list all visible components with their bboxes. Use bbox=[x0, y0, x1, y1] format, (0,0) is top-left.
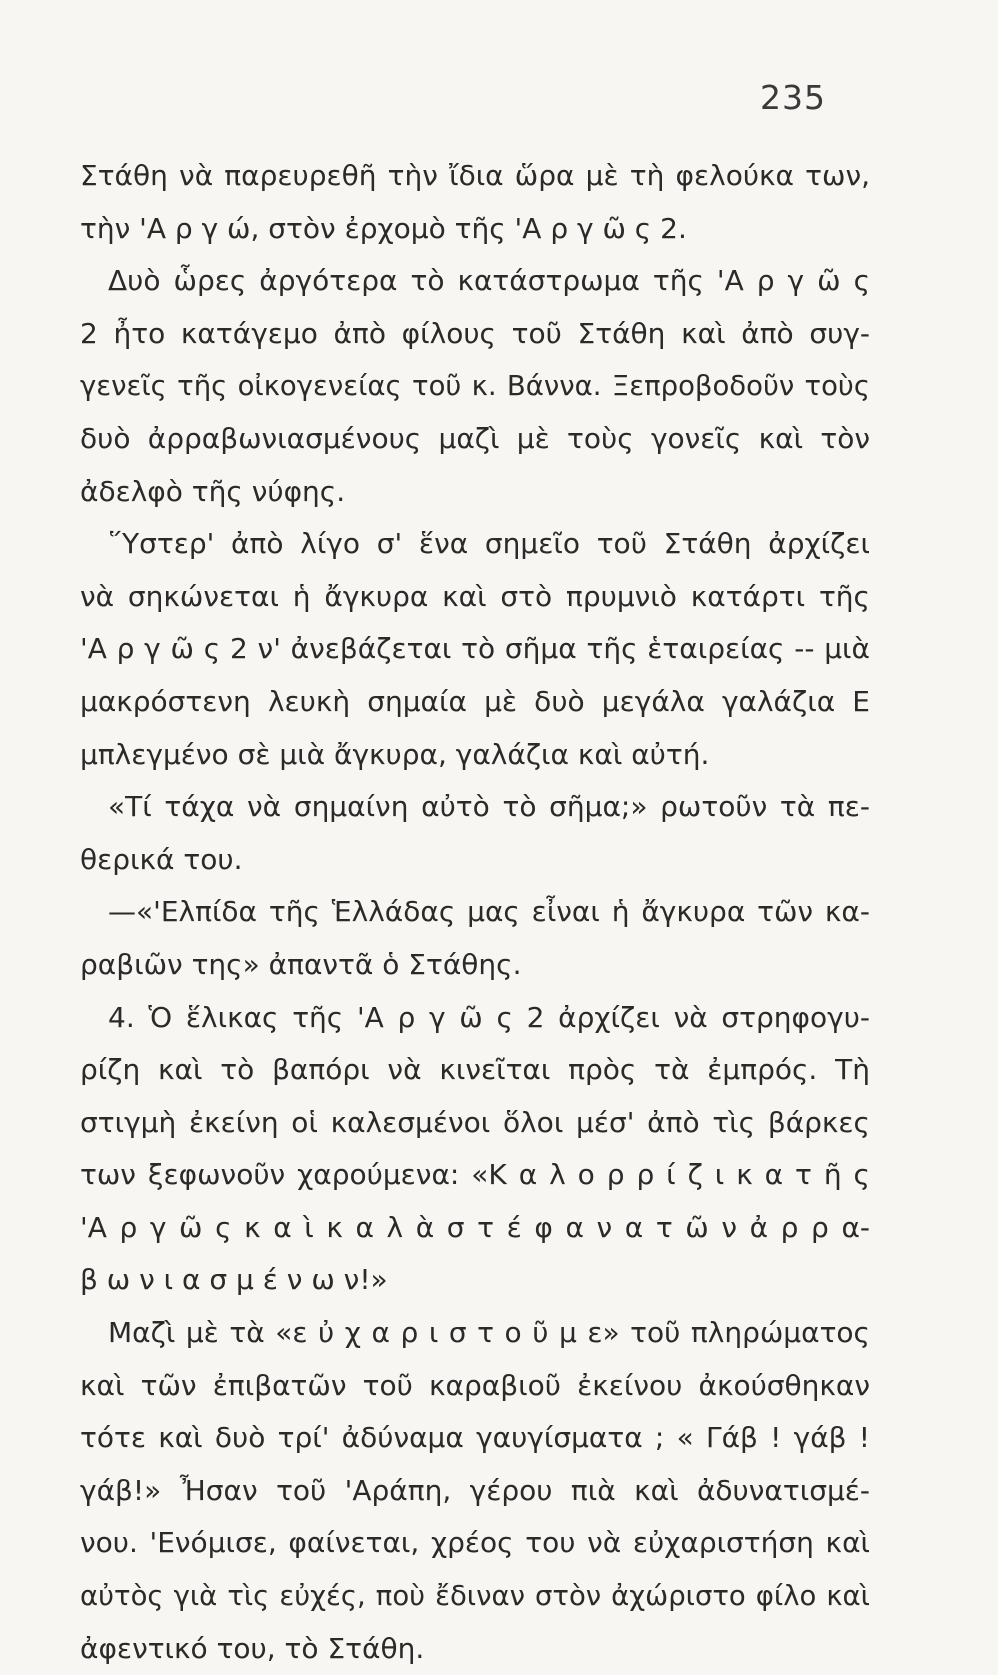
text-line: θερικά του. bbox=[80, 842, 243, 876]
text-line: γάβ!» Ἦσαν τοῦ 'Αράπη, γέρου πιὰ καὶ ἀδυνατισμέ- bbox=[80, 1473, 870, 1507]
text-line: δυὸ ἀρραβωνιασμένους μαζὶ μὲ τοὺς γονεῖς καὶ τὸν bbox=[80, 421, 870, 455]
text-line: Δυὸ ὧρες ἀργότερα τὸ κατάστρωμα τῆς 'Α ρ γ ῶ ς bbox=[108, 264, 870, 298]
text-line: αὐτὸς γιὰ τὶς εὐχές, ποὺ ἔδιναν στὸν ἀχώριστο φίλο καὶ bbox=[80, 1580, 870, 1613]
text-line: των ξεφωνοῦν χαρούμενα: «Κ α λ ο ρ ρ ί ζ ι κ α τ ῆ ς bbox=[80, 1158, 870, 1192]
text-line: νὰ σηκώνεται ἡ ἄγκυρα καὶ στὸ πρυμνιὸ κατάρτι τῆς bbox=[80, 579, 870, 613]
text-line: μπλεγμένο σὲ μιὰ ἄγκυρα, γαλάζια καὶ αὐτή. bbox=[80, 737, 710, 771]
text-line: ἀδελφὸ τῆς νύφης. bbox=[80, 474, 346, 508]
text-line: Στάθη νὰ παρευρεθῆ τὴν ἴδια ὥρα μὲ τὴ φελούκα των, bbox=[80, 159, 870, 192]
text-line: 4. Ὁ ἕλικας τῆς 'Α ρ γ ῶ ς 2 ἀρχίζει νὰ στρηφογυ- bbox=[108, 1000, 870, 1034]
text-line: ἀφεντικό του, τὸ Στάθη. bbox=[80, 1631, 425, 1665]
text-line: «Τί τάχα νὰ σημαίνη αὐτὸ τὸ σῆμα;» ρωτοῦν τὰ πε- bbox=[108, 790, 870, 824]
body-text bbox=[80, 150, 870, 1675]
text-line: καὶ τῶν ἐπιβατῶν τοῦ καραβιοῦ ἐκείνου ἀκούσθηκαν bbox=[80, 1368, 870, 1402]
text-line: 'Α ρ γ ῶ ς 2 ν' ἀνεβάζεται τὸ σῆμα τῆς ἑταιρείας -- μιὰ bbox=[80, 632, 870, 666]
text-line: γενεῖς τῆς οἰκογενείας τοῦ κ. Βάννα. Ξεπροβοδοῦν τοὺς bbox=[80, 370, 870, 403]
text-line: ῞Υστερ' ἀπὸ λίγο σ' ἕνα σημεῖο τοῦ Στάθη ἀρχίζει bbox=[108, 527, 870, 561]
text-line: τότε καὶ δυὸ τρί' ἀδύναμα γαυγίσματα ; « Γάβ ! γάβ ! bbox=[80, 1421, 870, 1455]
text-line: ρίζη καὶ τὸ βαπόρι νὰ κινεῖται πρὸς τὰ ἐμπρός. Τὴ bbox=[80, 1053, 870, 1087]
text-line: ραβιῶν της» ἀπαντᾶ ὁ Στάθης. bbox=[80, 947, 522, 981]
text-line: μακρόστενη λευκὴ σημαία μὲ δυὸ μεγάλα γαλάζια Ε bbox=[80, 684, 870, 718]
text-line: 2 ἦτο κατάγεμο ἀπὸ φίλους τοῦ Στάθη καὶ ἀπὸ συγ- bbox=[80, 316, 870, 350]
text-line: Μαζὶ μὲ τὰ «ε ὐ χ α ρ ι σ τ ο ῦ μ ε» τοῦ πληρώματος bbox=[108, 1316, 870, 1350]
page-number: 235 bbox=[760, 78, 826, 117]
text-line: νου. 'Ενόμισε, φαίνεται, χρέος του νὰ εὐχαριστήση καὶ bbox=[80, 1526, 870, 1560]
text-line: 'Α ρ γ ῶ ς κ α ὶ κ α λ ὰ σ τ έ φ α ν α τ ῶ ν ἀ ρ ρ α- bbox=[80, 1210, 870, 1244]
text-line: β ω ν ι α σ μ έ ν ω ν!» bbox=[80, 1263, 388, 1297]
text-line: στιγμὴ ἐκείνη οἱ καλεσμένοι ὅλοι μέσ' ἀπὸ τὶς βάρκες bbox=[80, 1105, 870, 1139]
text-line: —«'Ελπίδα τῆς Ἑλλάδας μας εἶναι ἡ ἄγκυρα τῶν κα- bbox=[108, 895, 870, 929]
text-line: τὴν 'Α ρ γ ώ, στὸν ἐρχομὸ τῆς 'Α ρ γ ῶ ς 2. bbox=[80, 211, 687, 245]
